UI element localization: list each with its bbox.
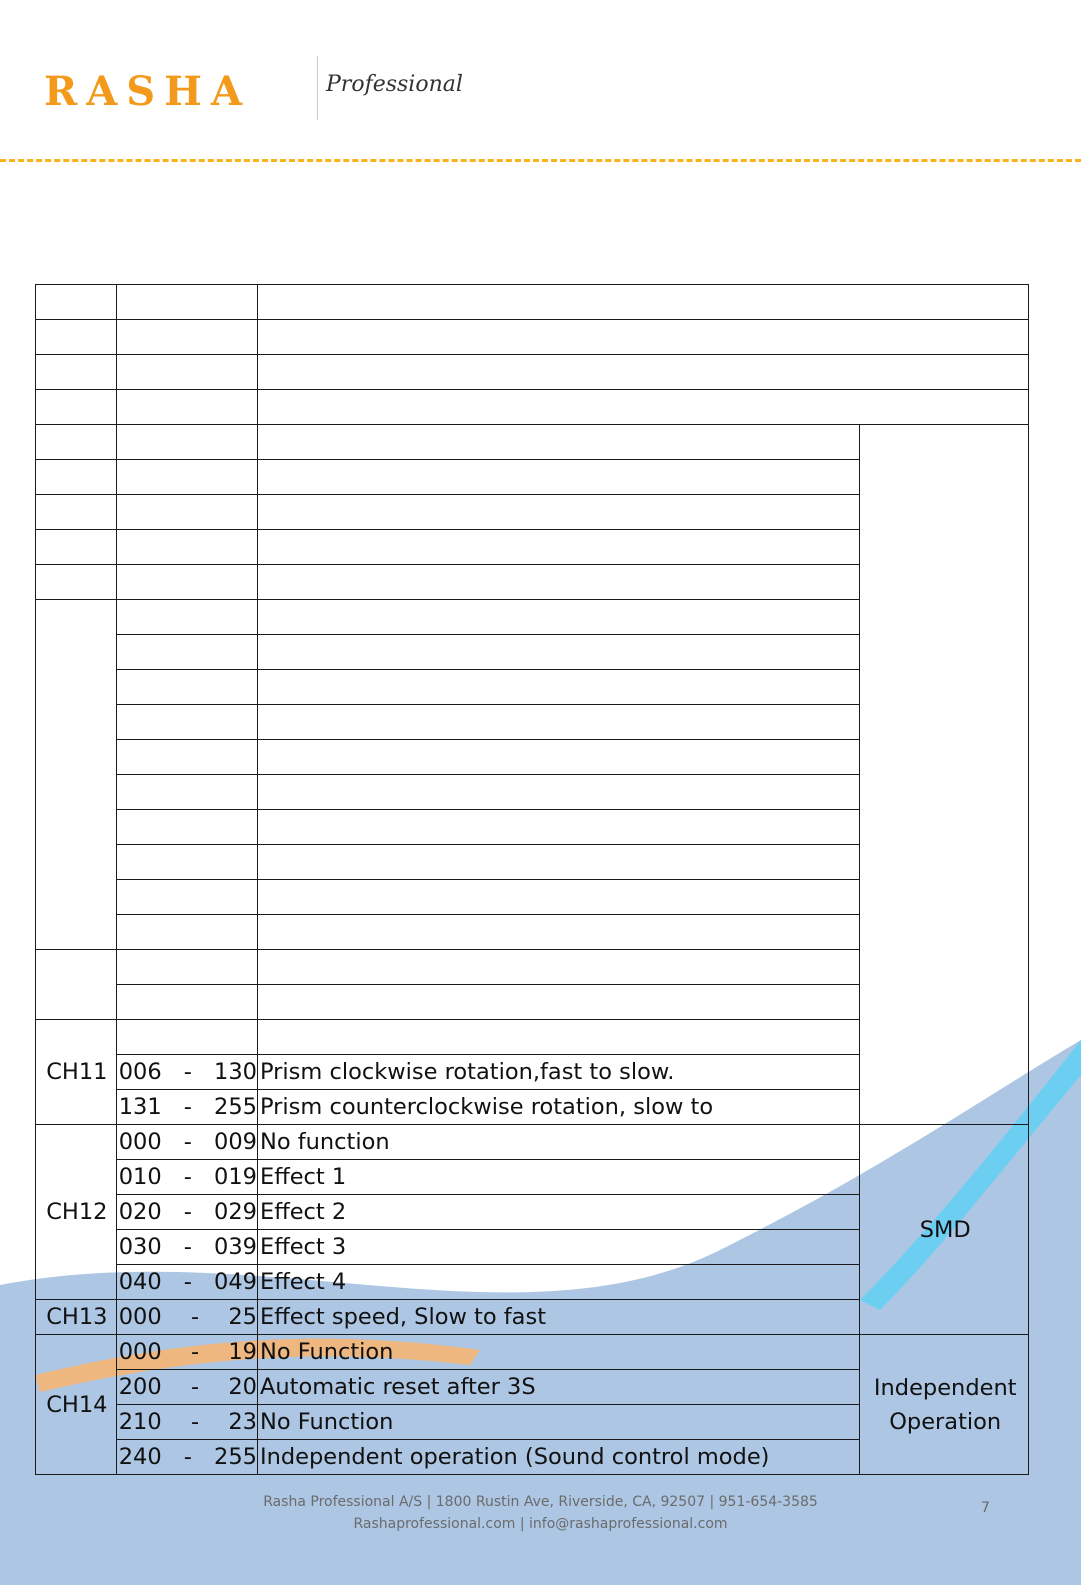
function-description: Independent operation (Sound control mode) bbox=[257, 1440, 859, 1475]
table-cell-blank bbox=[257, 285, 1028, 320]
table-cell-blank bbox=[116, 495, 257, 530]
table-cell-blank bbox=[36, 425, 117, 460]
range-to: 130 bbox=[214, 1059, 257, 1085]
note-line: Operation bbox=[889, 1408, 1002, 1435]
table-cell-blank bbox=[257, 320, 1028, 355]
logo-subtitle: Professional bbox=[326, 72, 463, 97]
table-cell-blank bbox=[116, 320, 257, 355]
table-cell-blank bbox=[116, 530, 257, 565]
channel-label-ch14: CH14 bbox=[36, 1335, 117, 1475]
range-from: 210 bbox=[118, 1409, 162, 1435]
range-to: 25 bbox=[228, 1304, 257, 1330]
dmx-range bbox=[116, 1335, 257, 1370]
footer-address: Rasha Professional A/S | 1800 Rustin Ave, Riverside, CA, 92507 | 951-654-3585 bbox=[263, 1494, 818, 1510]
table-cell-blank bbox=[257, 355, 1028, 390]
smd-note: SMD bbox=[860, 1125, 1029, 1335]
table-cell-blank bbox=[116, 845, 257, 880]
table-row bbox=[36, 320, 1029, 355]
range-to: 23 bbox=[228, 1409, 257, 1435]
function-description: Effect speed, Slow to fast bbox=[257, 1300, 859, 1335]
dmx-range bbox=[116, 1090, 257, 1125]
range-to: 049 bbox=[214, 1269, 257, 1295]
range-from: 000 bbox=[118, 1129, 162, 1155]
table-cell-blank bbox=[257, 670, 859, 705]
function-description: Prism counterclockwise rotation, slow to bbox=[257, 1090, 859, 1125]
range-from: 040 bbox=[118, 1269, 162, 1295]
logo-wordmark: RASHA bbox=[44, 68, 251, 115]
function-description: No Function bbox=[257, 1405, 859, 1440]
table-cell-blank bbox=[257, 775, 859, 810]
table-cell-blank bbox=[257, 740, 859, 775]
table-cell-blank bbox=[36, 355, 117, 390]
note-cell-blank bbox=[860, 425, 1029, 1125]
range-to: 19 bbox=[228, 1339, 257, 1365]
range-separator: - bbox=[183, 1164, 192, 1190]
range-from: 010 bbox=[118, 1164, 162, 1190]
dmx-range bbox=[116, 1370, 257, 1405]
table-cell-blank bbox=[36, 460, 117, 495]
function-description: No Function bbox=[257, 1335, 859, 1370]
table-cell-blank bbox=[116, 775, 257, 810]
table-cell-blank bbox=[257, 495, 859, 530]
function-description: Effect 1 bbox=[257, 1160, 859, 1195]
table-row bbox=[36, 425, 1029, 460]
table-cell-blank bbox=[36, 390, 117, 425]
table-cell-blank bbox=[257, 950, 859, 985]
table-cell-blank bbox=[116, 915, 257, 950]
table-row bbox=[36, 1335, 1029, 1370]
range-from: 131 bbox=[118, 1094, 162, 1120]
table-cell-blank bbox=[36, 530, 117, 565]
range-separator: - bbox=[190, 1339, 200, 1365]
range-to: 255 bbox=[214, 1094, 257, 1120]
range-separator: - bbox=[190, 1409, 200, 1435]
table-cell-blank bbox=[116, 425, 257, 460]
channel-cell-blank bbox=[36, 950, 117, 1020]
table-cell-blank bbox=[36, 285, 117, 320]
range-from: 240 bbox=[118, 1444, 162, 1470]
range-separator: - bbox=[190, 1304, 200, 1330]
table-cell-blank bbox=[257, 565, 859, 600]
range-to: 20 bbox=[228, 1374, 257, 1400]
page-number: 7 bbox=[981, 1500, 990, 1516]
table-cell-blank bbox=[257, 390, 1028, 425]
table-cell-blank bbox=[116, 600, 257, 635]
table-cell-blank bbox=[257, 705, 859, 740]
table-cell-blank bbox=[257, 845, 859, 880]
dmx-range bbox=[116, 1230, 257, 1265]
table-cell-blank bbox=[116, 950, 257, 985]
table-cell-blank bbox=[116, 355, 257, 390]
range-separator: - bbox=[183, 1059, 192, 1085]
range-to: 009 bbox=[214, 1129, 257, 1155]
range-from: 200 bbox=[118, 1374, 162, 1400]
logo-divider bbox=[317, 56, 318, 120]
table-row bbox=[36, 285, 1029, 320]
independent-operation-note bbox=[860, 1335, 1029, 1475]
table-cell-blank bbox=[257, 915, 859, 950]
range-separator: - bbox=[183, 1234, 192, 1260]
header-dashed-rule bbox=[0, 159, 1081, 162]
table-cell-blank bbox=[257, 985, 859, 1020]
range-separator: - bbox=[183, 1269, 192, 1295]
table-cell-blank bbox=[257, 425, 859, 460]
table-cell-blank bbox=[257, 810, 859, 845]
table-cell-blank bbox=[36, 495, 117, 530]
dmx-range bbox=[116, 1055, 257, 1090]
table-cell-blank bbox=[36, 565, 117, 600]
note-line: Independent bbox=[873, 1374, 1017, 1401]
table-cell-blank bbox=[116, 390, 257, 425]
table-cell-blank bbox=[257, 880, 859, 915]
range-to: 019 bbox=[214, 1164, 257, 1190]
channel-label-ch13: CH13 bbox=[36, 1300, 117, 1335]
dmx-range bbox=[116, 1195, 257, 1230]
table-cell-blank bbox=[116, 670, 257, 705]
function-description: Effect 4 bbox=[257, 1265, 859, 1300]
page-footer bbox=[0, 1491, 1081, 1535]
range-from: 000 bbox=[118, 1339, 162, 1365]
dmx-range bbox=[116, 1265, 257, 1300]
table-cell-blank bbox=[116, 1020, 257, 1055]
function-description: No function bbox=[257, 1125, 859, 1160]
table-cell-blank bbox=[116, 740, 257, 775]
function-description: Prism clockwise rotation,fast to slow. bbox=[257, 1055, 859, 1090]
dmx-channel-table bbox=[35, 284, 1029, 1475]
table-row bbox=[36, 1125, 1029, 1160]
range-separator: - bbox=[183, 1444, 192, 1470]
range-to: 029 bbox=[214, 1199, 257, 1225]
footer-contact: Rashaprofessional.com | info@rashaprofessional.com bbox=[353, 1516, 728, 1532]
table-cell-blank bbox=[257, 635, 859, 670]
dmx-range bbox=[116, 1125, 257, 1160]
table-cell-blank bbox=[116, 285, 257, 320]
table-cell-blank bbox=[116, 635, 257, 670]
table-cell-blank bbox=[116, 985, 257, 1020]
dmx-range bbox=[116, 1440, 257, 1475]
range-separator: - bbox=[183, 1199, 192, 1225]
table-cell-blank bbox=[116, 810, 257, 845]
table-cell-blank bbox=[257, 460, 859, 495]
function-description: Automatic reset after 3S bbox=[257, 1370, 859, 1405]
table-cell-blank bbox=[116, 565, 257, 600]
range-separator: - bbox=[183, 1094, 192, 1120]
table-cell-blank bbox=[116, 880, 257, 915]
dmx-range bbox=[116, 1405, 257, 1440]
dmx-range bbox=[116, 1300, 257, 1335]
channel-label-ch11: CH11 bbox=[36, 1020, 117, 1125]
table-cell-blank bbox=[116, 705, 257, 740]
range-to: 255 bbox=[214, 1444, 257, 1470]
function-description: Effect 2 bbox=[257, 1195, 859, 1230]
range-from: 020 bbox=[118, 1199, 162, 1225]
table-cell-blank bbox=[116, 460, 257, 495]
channel-cell-blank bbox=[36, 600, 117, 950]
range-separator: - bbox=[183, 1129, 192, 1155]
channel-label-ch12: CH12 bbox=[36, 1125, 117, 1300]
table-cell-blank bbox=[257, 600, 859, 635]
range-to: 039 bbox=[214, 1234, 257, 1260]
range-from: 030 bbox=[118, 1234, 162, 1260]
range-from: 000 bbox=[118, 1304, 162, 1330]
table-row bbox=[36, 355, 1029, 390]
range-from: 006 bbox=[118, 1059, 162, 1085]
table-cell-blank bbox=[36, 320, 117, 355]
table-row bbox=[36, 390, 1029, 425]
table-cell-blank bbox=[257, 530, 859, 565]
dmx-range bbox=[116, 1160, 257, 1195]
function-description: Effect 3 bbox=[257, 1230, 859, 1265]
table-cell-blank bbox=[257, 1020, 859, 1055]
range-separator: - bbox=[190, 1374, 200, 1400]
